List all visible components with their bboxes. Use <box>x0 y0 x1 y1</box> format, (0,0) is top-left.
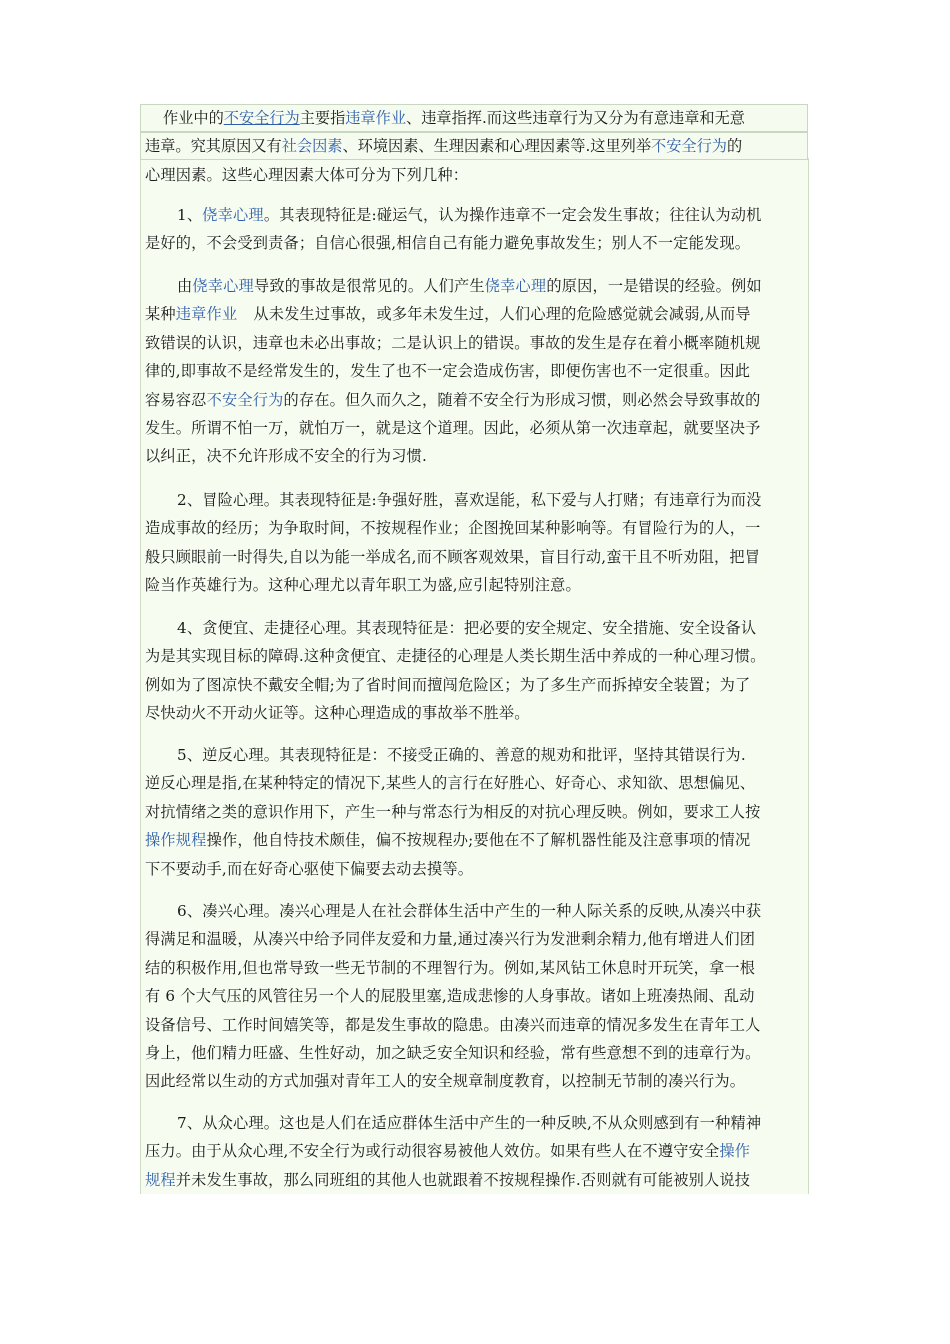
text: 1、 <box>177 206 203 224</box>
link-violation-work[interactable]: 违章作业 <box>345 109 406 127</box>
text: 。其表现特征是:碰运气，认为操作违章不一定会发生事故；往往认为动机 <box>263 206 762 224</box>
paragraph-conformity <box>145 1109 815 1194</box>
text: 例如为了图凉快不戴安全帽;为了省时间而擅闯危险区；为了多生产而拆掉安全装置；为了 <box>145 675 751 694</box>
text: 致错误的认识，违章也未必出事故；二是认识上的错误。事故的发生是存在着小概率随机规 <box>145 333 761 352</box>
link-operating-rules[interactable]: 规程 <box>145 1170 176 1189</box>
text: 5、逆反心理。其表现特征是：不接受正确的、善意的规劝和批评，坚持其错误行为. <box>177 746 746 764</box>
link-unsafe-behavior[interactable]: 不安全行为 <box>223 109 300 127</box>
text: 律的,即事故不是经常发生的，发生了也不一定会造成伤害，即便伤害也不一定很重。因此 <box>145 362 751 381</box>
text: 对抗情绪之类的意识作用下，产生一种与常态行为相反的对抗心理反映。例如，要求工人按 <box>145 802 761 821</box>
text: 、违章指挥.而这些违章行为又分为有意违章和无意 <box>406 109 745 127</box>
text: 、环境因素、生理因素和心理因素等.这里列举 <box>342 137 652 155</box>
text: 因此经常以生动的方式加强对青年工人的安全规章制度教育，以控制无节制的凑兴行为。 <box>145 1072 746 1091</box>
text: 6、凑兴心理。凑兴心理是人在社会群体生活中产生的一种人际关系的反映,从凑兴中获 <box>177 902 762 920</box>
link-luck-psychology[interactable]: 侥幸心理 <box>484 277 547 295</box>
text: 由 <box>177 277 193 295</box>
text: 2、冒险心理。其表现特征是:争强好胜，喜欢逞能，私下爱与人打赌；有违章行为而没 <box>177 491 762 509</box>
text: 结的积极作用,但也常导致一些无节制的不理智行为。例如,某风钻工休息时开玩笑，拿一根 <box>145 958 756 977</box>
text: 某种 <box>145 305 176 324</box>
text: 的存在。但久而久之，随着不安全行为形成习惯，则必然会导致事故的 <box>283 390 761 409</box>
text: 操作，他自恃技术颇佳，偏不按规程办;要他在不了解机器性能及注意事项的情况 <box>206 831 751 850</box>
text: 逆反心理是指,在某种特定的情况下,某些人的言行在好胜心、好奇心、求知欲、思想偏见、 <box>145 774 756 793</box>
text: 险当作英雄行为。这种心理尤以青年职工为盛,应引起特别注意。 <box>145 576 581 595</box>
text: 设备信号、工作时间嬉笑等，都是发生事故的隐患。由凑兴而违章的情况多发生在青年工人 <box>145 1015 761 1034</box>
text: 得满足和温暖，从凑兴中给予同伴友爱和力量,通过凑兴行为发泄剩余精力,他有增进人们团 <box>145 930 756 949</box>
text: 以纠正，决不允许形成不安全的行为习惯. <box>145 447 428 466</box>
text: 违章。究其原因又有 <box>145 137 282 155</box>
text: 4、贪便宜、走捷径心理。其表现特征是：把必要的安全规定、安全措施、安全设备认 <box>177 619 757 637</box>
link-luck-psychology[interactable]: 侥幸心理 <box>202 206 264 224</box>
text: 尽快动火不开动火证等。这种心理造成的事故举不胜举。 <box>145 704 530 723</box>
text: 是好的，不会受到责备；自信心很强,相信自己有能力避免事故发生；别人不一定能发现。 <box>145 234 751 253</box>
text: 心理因素。这些心理因素大体可分为下列几种： <box>145 166 469 184</box>
link-violation-work[interactable]: 违章作业 <box>175 305 238 324</box>
text: 7、从众心理。这也是人们在适应群体生活中产生的一种反映,不从众则感到有一种精神 <box>177 1114 762 1132</box>
text: 的原因，一是错误的经验。例如 <box>546 277 762 295</box>
text: 般只顾眼前一时得失,自以为能一举成名,而不顾客观效果，盲目行动,蛮干且不听劝阻，把冒 <box>145 547 761 566</box>
intro-line-3 <box>145 161 815 189</box>
text: 身上，他们精力旺盛、生性好动，加之缺乏安全知识和经验，常有些意想不到的违章行为。 <box>145 1044 761 1063</box>
link-luck-psychology[interactable]: 侥幸心理 <box>192 277 254 295</box>
link-operating-rules[interactable]: 操作规程 <box>145 831 207 850</box>
paragraph-risk <box>145 486 815 600</box>
link-unsafe-behavior[interactable]: 不安全行为 <box>206 390 284 409</box>
text: 下不要动手,而在好奇心驱使下偏要去动去摸等。 <box>145 859 474 878</box>
link-unsafe-behavior-2[interactable]: 不安全行为 <box>651 137 727 155</box>
text: 主要指 <box>299 109 346 127</box>
text: 造成事故的经历；为争取时间，不按规程作业；企图挽回某种影响等。有冒险行为的人，一 <box>145 519 761 538</box>
text: 从未发生过事故，或多年未发生过，人们心理的危险感觉就会减弱,从而导 <box>253 305 751 324</box>
text: 容易容忍 <box>145 390 207 409</box>
paragraph-shortcut <box>145 614 815 728</box>
text: 作业中的 <box>163 109 224 127</box>
link-social-factors[interactable]: 社会因素 <box>281 137 343 155</box>
text: 发生。所谓不怕一万，就怕万一，就是这个道理。因此，必须从第一次违章起，就要坚决予 <box>145 419 761 438</box>
text: 并未发生事故，那么同班组的其他人也就跟着不按规程操作.否则就有可能被别人说技 <box>175 1170 751 1189</box>
text: 压力。由于从众心理,不安全行为或行动很容易被他人效仿。如果有些人在不遵守安全 <box>145 1142 720 1161</box>
intro-line-2 <box>140 132 808 160</box>
text: 导致的事故是很常见的。人们产生 <box>253 277 485 295</box>
link-operating-rules[interactable]: 操作 <box>719 1142 751 1161</box>
paragraph-fun <box>145 897 815 1096</box>
text: 有 6 个大气压的风管往另一个人的屁股里塞,造成悲惨的人身事故。诸如上班凑热闹、乱动 <box>145 987 755 1006</box>
intro-line-1 <box>140 104 808 132</box>
paragraph-luck-cause <box>145 272 815 471</box>
text: 的 <box>726 137 743 155</box>
paragraph-luck <box>145 201 815 258</box>
paragraph-rebellious <box>145 741 815 883</box>
text: 为是其实现目标的障碍.这种贪便宜、走捷径的心理是人类长期生活中养成的一种心理习惯。 <box>145 647 766 666</box>
